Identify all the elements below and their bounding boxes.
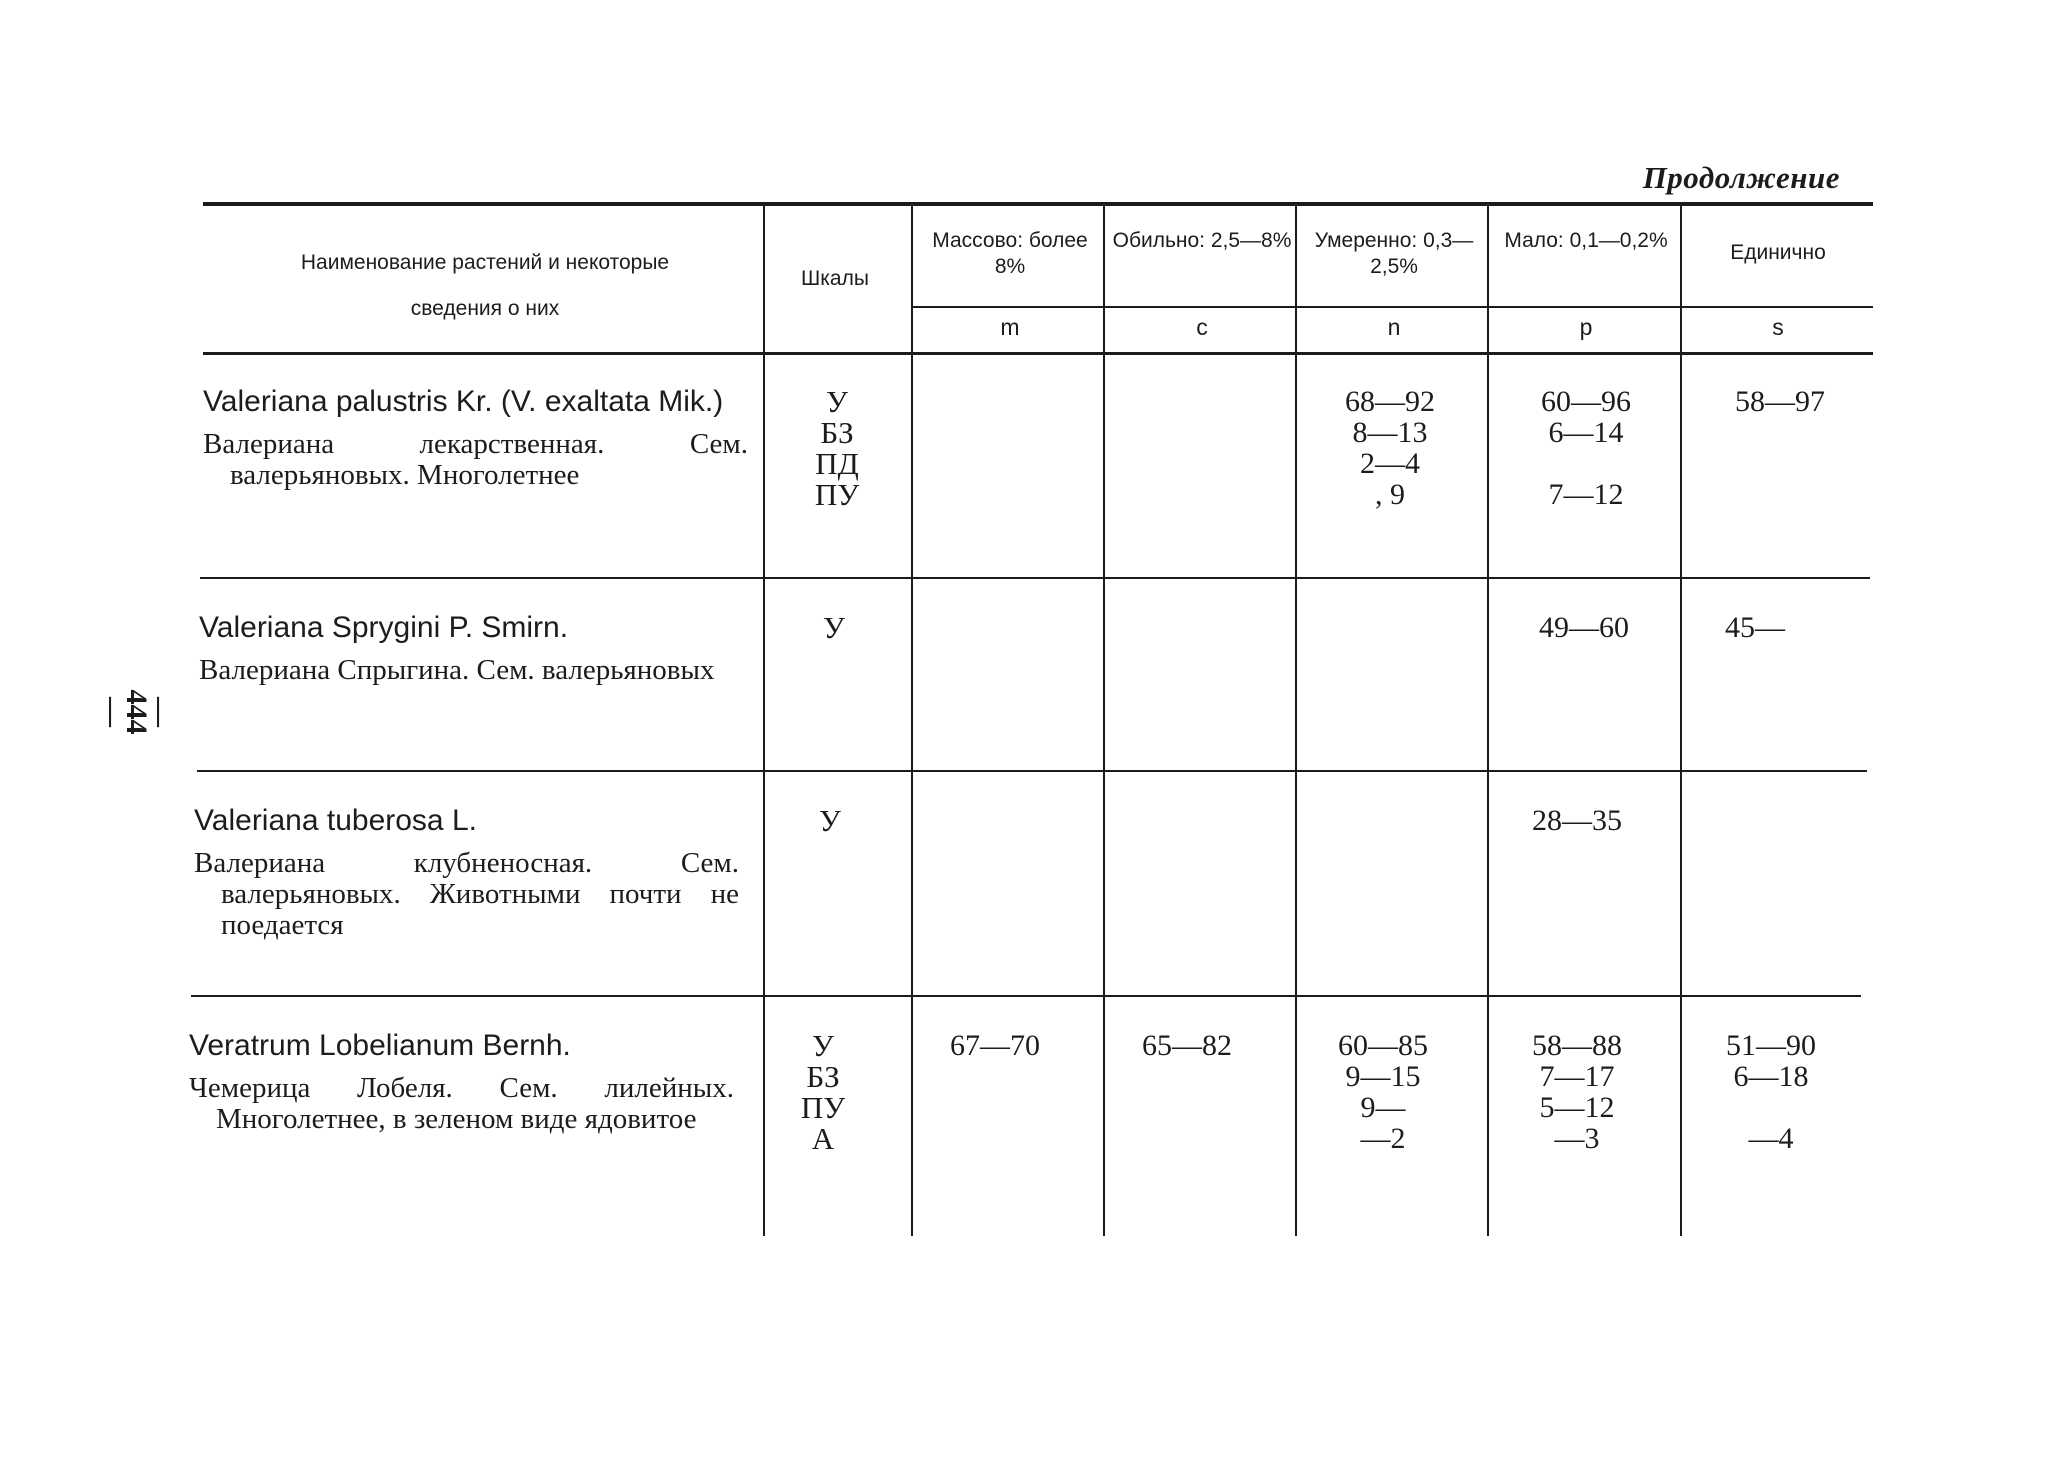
column-header-p: Мало: 0,1—0,2%: [1504, 229, 1668, 252]
column-rule-3: [1103, 206, 1105, 1236]
value-line: 2—4: [1360, 447, 1420, 480]
scales-cell: У: [823, 610, 845, 645]
value-line: 60—85: [1338, 1029, 1428, 1062]
plant-name-block: [194, 805, 739, 941]
russian-description: Валериана клубненосная. Сем. валерьяновых. Животными почти не поедается: [194, 847, 739, 941]
value-line: 68—92: [1345, 385, 1435, 418]
column-rule-5: [1487, 206, 1489, 1236]
subheader-rule: [913, 306, 1873, 308]
value-line: 60—96: [1541, 385, 1631, 418]
plant-name-block: [199, 612, 744, 686]
value-line: 6—18: [1733, 1060, 1809, 1093]
column-letter-p: p: [1579, 314, 1593, 340]
russian-description: Валериана Спрыгина. Сем. валерьяновых: [199, 654, 715, 686]
name-column-header: Наименование растений и некоторые сведения о них: [300, 251, 670, 320]
column-header-c: Обильно: 2,5—8%: [1112, 229, 1292, 252]
value-cell-p: [1502, 1030, 1652, 1154]
scales-cell: У: [819, 803, 841, 838]
value-line: [1696, 1092, 1846, 1123]
value-line: 9—: [1360, 1091, 1406, 1124]
page-number: — 444 —: [96, 689, 177, 735]
value-line: 8—13: [1352, 416, 1428, 449]
value-line: —4: [1748, 1122, 1794, 1155]
row-divider-2: [197, 770, 1867, 772]
value-line: 9—15: [1345, 1060, 1421, 1093]
column-header-n: Умеренно: 0,3—2,5%: [1314, 229, 1474, 278]
plant-name-block: [189, 1030, 734, 1135]
header-bottom-rule: [203, 352, 1873, 355]
value-cell-s: 45—: [1725, 611, 1785, 644]
latin-name: Veratrum Lobelianum Bernh.: [189, 1029, 571, 1062]
scales-cell: У БЗ ПД ПУ: [814, 384, 860, 512]
row-divider-3: [191, 995, 1861, 997]
scales-column-header: Шкалы: [801, 267, 869, 290]
value-cell-n: [1315, 386, 1465, 510]
value-cell-n: [1308, 1030, 1458, 1154]
column-rule-1: [763, 206, 765, 1236]
value-cell-p: 28—35: [1532, 804, 1622, 837]
column-header-s: Единично: [1730, 241, 1826, 264]
latin-name: Valeriana tuberosa L.: [194, 804, 477, 837]
value-line: 5—12: [1539, 1091, 1615, 1124]
value-line: 51—90: [1726, 1029, 1816, 1062]
value-line: —2: [1360, 1122, 1406, 1155]
value-line: [1511, 448, 1661, 479]
value-cell-s: [1696, 1030, 1846, 1154]
value-cell-p: 49—60: [1539, 611, 1629, 644]
value-line: —3: [1554, 1122, 1600, 1155]
column-letter-s: s: [1772, 314, 1784, 340]
value-cell-c: 65—82: [1142, 1029, 1232, 1062]
column-header-m: Массово: более 8%: [932, 229, 1088, 278]
row-divider-1: [200, 577, 1870, 579]
value-line: 7—17: [1539, 1060, 1615, 1093]
latin-name: Valeriana Sprygini P. Smirn.: [199, 611, 569, 644]
value-cell-s: 58—97: [1735, 385, 1825, 418]
value-line: 6—14: [1548, 416, 1624, 449]
column-rule-6: [1680, 206, 1682, 1236]
column-letter-m: m: [1000, 314, 1020, 340]
latin-name: Valeriana palustris Kr. (V. exaltata Mik.): [203, 385, 724, 418]
value-line: , 9: [1375, 478, 1405, 511]
russian-description: Чемерица Лобеля. Сем. лилейных. Многолетнее, в зеленом виде ядовитое: [189, 1072, 734, 1135]
value-line: 58—88: [1532, 1029, 1622, 1062]
column-rule-2: [911, 206, 913, 1236]
russian-description: Валериана лекарственная. Сем. валерьяновых. Многолетнее: [203, 428, 748, 491]
plant-name-block: [203, 386, 748, 491]
column-rule-4: [1295, 206, 1297, 1236]
top-rule: [203, 202, 1873, 206]
value-cell-m: 67—70: [950, 1029, 1040, 1062]
value-cell-p: [1511, 386, 1661, 510]
column-letter-n: n: [1387, 314, 1401, 340]
value-line: 7—12: [1548, 478, 1624, 511]
scales-cell: У БЗ ПУ А: [800, 1028, 846, 1156]
continuation-label: Продолжение: [1642, 160, 1840, 195]
column-letter-c: c: [1196, 314, 1208, 340]
